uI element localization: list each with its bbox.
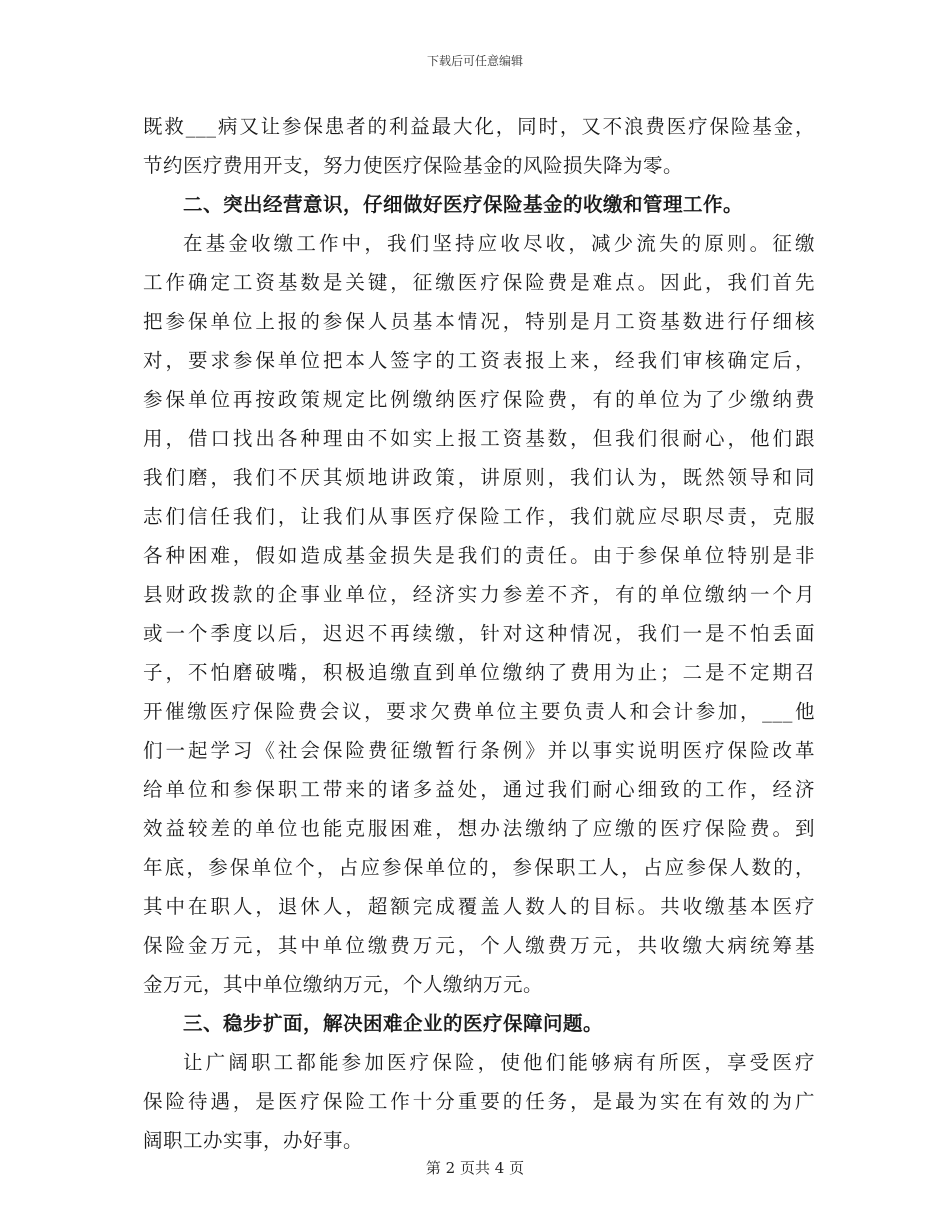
- paragraph-line: 县财政拨款的企事业单位，经济实力参差不齐，有的单位缴纳一个月: [143, 583, 815, 606]
- paragraph-line: 给单位和参保职工带来的诸多益处，通过我们耐心细致的工作，经济: [143, 778, 815, 801]
- paragraph-line: 子，不怕磨破嘴，积极追缴直到单位缴纳了费用为止；二是不定期召: [143, 661, 815, 684]
- paragraph-line: 开催缴医疗保险费会议，要求欠费单位主要负责人和会计参加，___他: [143, 700, 815, 723]
- paragraph-line: 们一起学习《社会保险费征缴暂行条例》并以事实说明医疗保险改革: [143, 739, 815, 762]
- paragraph-line: 保险待遇，是医疗保险工作十分重要的任务，是最为实在有效的为广: [143, 1090, 815, 1113]
- paragraph-line: 让广阔职工都能参加医疗保险，使他们能够病有所医，享受医疗: [183, 1051, 815, 1074]
- paragraph-line: 节约医疗费用开支，努力使医疗保险基金的风险损失降为零。: [143, 154, 684, 177]
- paragraph-line: 金万元，其中单位缴纳万元，个人缴纳万元。: [143, 973, 544, 996]
- paragraph-line: 用，借口找出各种理由不如实上报工资基数，但我们很耐心，他们跟: [143, 427, 815, 450]
- paragraph-line: 对，要求参保单位把本人签字的工资表报上来，经我们审核确定后，: [143, 349, 815, 372]
- section-heading: 三、稳步扩面，解决困难企业的医疗保障问题。: [183, 1012, 604, 1035]
- paragraph-line: 其中在职人，退休人，超额完成覆盖人数人的目标。共收缴基本医疗: [143, 895, 815, 918]
- paragraph-line: 工作确定工资基数是关键，征缴医疗保险费是难点。因此，我们首先: [143, 271, 815, 294]
- paragraph-line: 保险金万元，其中单位缴费万元，个人缴费万元，共收缴大病统筹基: [143, 934, 815, 957]
- page-header: 下载后可任意编辑: [426, 54, 523, 68]
- paragraph-line: 年底，参保单位个，占应参保单位的，参保职工人，占应参保人数的，: [143, 856, 815, 879]
- document-body: [143, 107, 815, 1160]
- section-heading: 二、突出经营意识，仔细做好医疗保险基金的收缴和管理工作。: [183, 193, 744, 216]
- page-footer: 第 2 页共 4 页: [425, 1159, 525, 1177]
- paragraph-line: 既救___病又让参保患者的利益最大化，同时，又不浪费医疗保险基金，: [143, 115, 815, 138]
- paragraph-line: 在基金收缴工作中，我们坚持应收尽收，减少流失的原则。征缴: [183, 232, 815, 255]
- paragraph-line: 我们磨，我们不厌其烦地讲政策，讲原则，我们认为，既然领导和同: [143, 466, 815, 489]
- paragraph-line: 把参保单位上报的参保人员基本情况，特别是月工资基数进行仔细核: [143, 310, 815, 333]
- paragraph-line: 或一个季度以后，迟迟不再续缴，针对这种情况，我们一是不怕丢面: [143, 622, 815, 645]
- paragraph-line: 效益较差的单位也能克服困难，想办法缴纳了应缴的医疗保险费。到: [143, 817, 815, 840]
- paragraph-line: 阔职工办实事，办好事。: [143, 1129, 364, 1152]
- paragraph-line: 参保单位再按政策规定比例缴纳医疗保险费，有的单位为了少缴纳费: [143, 388, 815, 411]
- paragraph-line: 各种困难，假如造成基金损失是我们的责任。由于参保单位特别是非: [143, 544, 815, 567]
- paragraph-line: 志们信任我们，让我们从事医疗保险工作，我们就应尽职尽责，克服: [143, 505, 815, 528]
